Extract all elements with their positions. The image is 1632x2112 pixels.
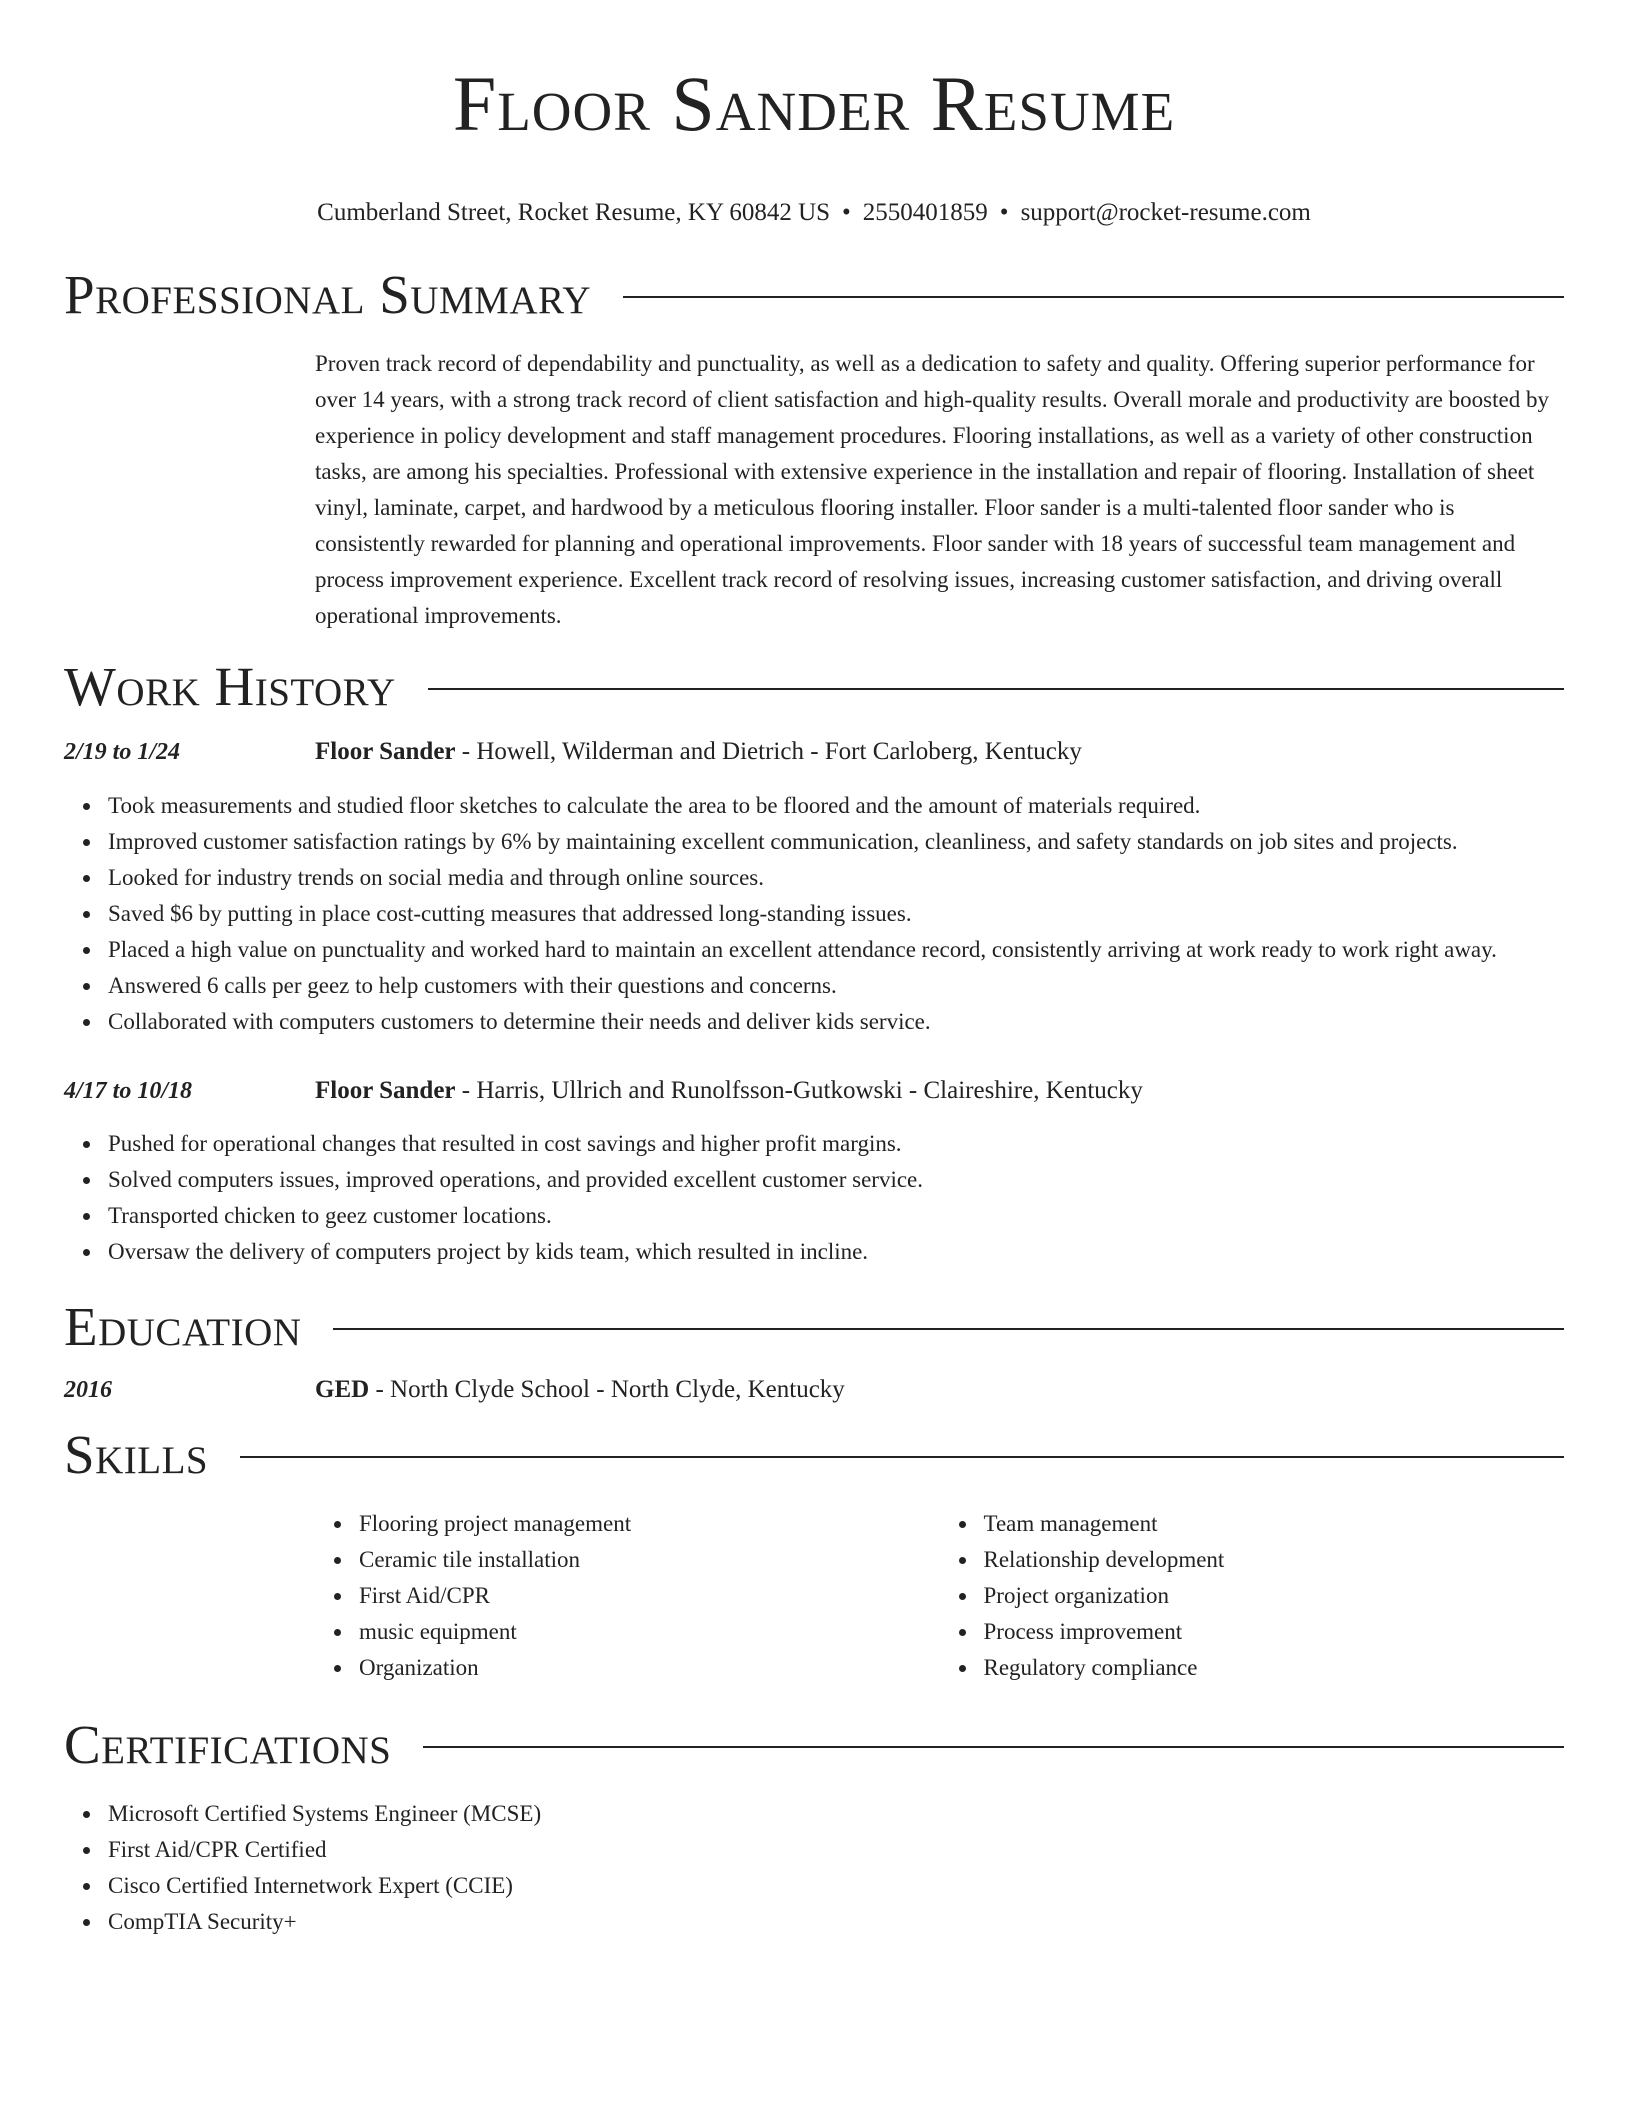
certification-item: Cisco Certified Internetwork Expert (CCIE) [108,1868,1564,1904]
skills-list-right [940,1506,1565,1686]
summary-text: Proven track record of dependability and punctuality, as well as a dedication to safety and quality. Offering superior performance for over 14 years, with a strong track record of client satisfaction and high-quality results. Overall morale and productivity are boosted by experience in policy development and staff management procedures. Flooring installations, as well as a variety of other construction tasks, are among his specialties. Professional with extensive experience in the installation and repair of flooring. Installation of sheet vinyl, laminate, carpet, and hardwood by a meticulous flooring installer. Floor sander is a multi-talented floor sander who is consistently rewarded for planning and operational improvements. Floor sander with 18 years of successful team management and process improvement experience. Excellent track record of resolving issues, increasing customer satisfaction, and driving overall operational improvements. [315,351,1549,628]
job-entry [64,734,1564,1040]
section-divider [240,1456,1564,1458]
list-item: Took measurements and studied floor sketches to calculate the area to be floored and the amount of materials required. [108,788,1564,824]
list-item: Oversaw the delivery of computers project by kids team, which resulted in incline. [108,1234,1564,1270]
list-item: Improved customer satisfaction ratings by 6% by maintaining excellent communication, cleanliness, and safety standards on job sites and projects. [108,824,1564,860]
list-item: Pushed for operational changes that resulted in cost savings and higher profit margins. [108,1126,1564,1162]
summary-section-heading [64,264,1564,326]
skill-item: Flooring project management [359,1506,940,1542]
job-details: - Harris, Ullrich and Runolfsson-Gutkowski - Claireshire, Kentucky [455,1077,1143,1104]
contact-phone: 2550401859 [862,199,988,226]
contact-address: Cumberland Street, Rocket Resume, KY 60842 US [317,199,831,226]
section-divider [423,1746,1564,1748]
certification-item: CompTIA Security+ [108,1904,1564,1940]
list-item: Looked for industry trends on social media and through online sources. [108,860,1564,896]
job-heading [315,1073,1143,1109]
education-year: 2016 [64,1377,112,1403]
certifications-section-heading [64,1714,1564,1776]
contact-separator: • [842,199,851,226]
section-divider [428,688,1564,690]
job-bullet-list [64,1126,1564,1270]
skill-item: Regulatory compliance [984,1650,1565,1686]
skill-item: First Aid/CPR [359,1578,940,1614]
job-bullet-list [64,788,1564,1040]
skill-item: Process improvement [984,1614,1565,1650]
job-entry [64,1073,1564,1270]
job-dates: 2/19 to 1/24 [64,739,181,765]
section-divider [623,296,1564,298]
contact-line [64,198,1564,228]
contact-separator: • [999,199,1009,226]
contact-email: support@rocket-resume.com [1020,199,1311,226]
skill-item: music equipment [359,1614,940,1650]
list-item: Saved $6 by putting in place cost-cutting measures that addressed long-standing issues. [108,896,1564,932]
list-item: Placed a high value on punctuality and worked hard to maintain an excellent attendance record, consistently arriving at work ready to work right away. [108,932,1564,968]
work-section-heading [64,656,1564,718]
job-details: - Howell, Wilderman and Dietrich - Fort Carloberg, Kentucky [455,738,1082,765]
skill-item: Ceramic tile installation [359,1542,940,1578]
list-item: Solved computers issues, improved operations, and provided excellent customer service. [108,1162,1564,1198]
education-heading-line [315,1372,845,1408]
job-role: Floor Sander [315,738,456,765]
skill-item: Organization [359,1650,940,1686]
skills-section-heading [64,1424,1564,1486]
skills-list-left [315,1506,940,1686]
education-heading: Education [64,1296,302,1357]
summary-heading: Professional Summary [64,264,592,325]
certification-item: Microsoft Certified Systems Engineer (MCSE) [108,1796,1564,1832]
certification-item: First Aid/CPR Certified [108,1832,1564,1868]
skill-item: Project organization [984,1578,1565,1614]
list-item: Collaborated with computers customers to determine their needs and deliver kids service. [108,1004,1564,1040]
list-item: Transported chicken to geez customer locations. [108,1198,1564,1234]
education-details: - North Clyde School - North Clyde, Kentucky [369,1376,845,1403]
skill-item: Relationship development [984,1542,1565,1578]
skill-item: Team management [984,1506,1565,1542]
education-degree: GED [315,1376,370,1403]
education-entry [64,1372,1564,1408]
job-role: Floor Sander [315,1077,456,1104]
skills-grid [315,1506,1564,1686]
list-item: Answered 6 calls per geez to help customers with their questions and concerns. [108,968,1564,1004]
certifications-list [64,1796,1564,1940]
job-heading [315,734,1082,770]
certifications-heading: Certifications [64,1714,392,1775]
skills-heading: Skills [64,1424,209,1485]
resume-title: Floor Sander Resume [452,60,1176,147]
job-dates: 4/17 to 10/18 [64,1078,193,1104]
work-heading: Work History [64,656,396,717]
section-divider [333,1328,1564,1330]
education-section-heading [64,1296,1564,1358]
